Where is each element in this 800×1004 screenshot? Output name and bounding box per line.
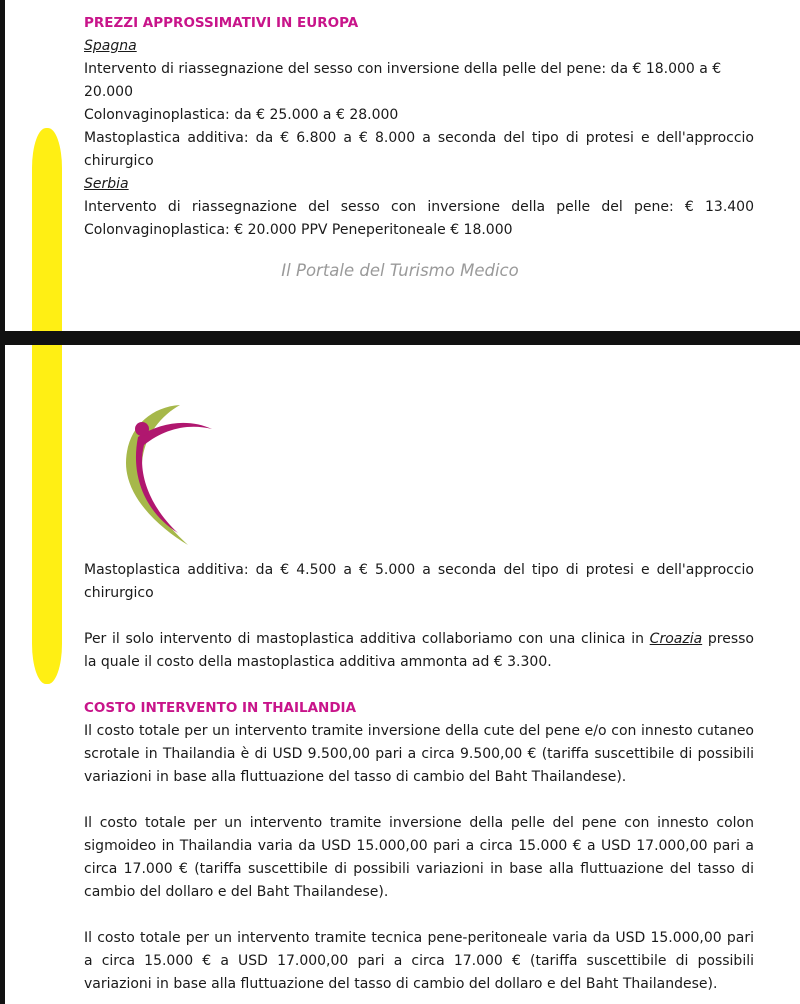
serbia-item-2: Colonvaginoplastica: € 20.000 PPV Peneperitoneale € 18.000 bbox=[84, 222, 513, 238]
spain-item-2: Colonvaginoplastica: da € 25.000 a € 28.000 bbox=[84, 107, 399, 123]
europe-prices-heading: PREZZI APPROSSIMATIVI IN EUROPA bbox=[84, 15, 359, 31]
thailand-heading: COSTO INTERVENTO IN THAILANDIA bbox=[84, 700, 357, 716]
thailand-paragraph-1: Il costo totale per un intervento tramite inversione della cute del pene e/o con innesto cutaneo scrotale in Thailandia è di USD 9.500,00 pari a circa 9.500,00 € (tariffa suscettibile di possibili variazioni in base alla fluttuazione del tasso di cambio del Baht Thailandese). bbox=[84, 723, 754, 785]
spain-item-3: Mastoplastica additiva: da € 6.800 a € 8.000 a seconda del tipo di protesi e dell'approccio chirurgico bbox=[84, 130, 754, 169]
europe-prices-section bbox=[84, 12, 754, 242]
croatia-text-after: presso la quale il costo della mastoplastica additiva ammonta ad € 3.300. bbox=[84, 631, 754, 670]
croatia-link[interactable]: Croazia bbox=[649, 631, 703, 647]
thailand-paragraph-2: Il costo totale per un intervento tramite inversione della pelle del pene con innesto colon sigmoideo in Thailandia varia da USD 15.000,00 pari a circa 15.000 € a USD 17.000,00 pari a circa 17.000 € (tariffa suscettibile di possibili variazioni in base alla fluttuazione del tasso di cambio del dollaro e del Baht Thailandese). bbox=[84, 815, 754, 900]
country-serbia: Serbia bbox=[84, 176, 129, 192]
croatia-text-before: Per il solo intervento di mastoplastica additiva collaboriamo con una clinica in bbox=[84, 631, 650, 647]
page2-content bbox=[84, 559, 754, 996]
serbia-item-1: Intervento di riassegnazione del sesso con inversione della pelle del pene: € 13.400 bbox=[84, 199, 754, 215]
document-page-2 bbox=[0, 345, 800, 1004]
portal-watermark: Il Portale del Turismo Medico bbox=[281, 261, 519, 280]
thailand-paragraph-3: Il costo totale per un intervento tramite tecnica pene-peritoneale varia da USD 15.000,00 pari a circa 15.000 € a USD 17.000,00 pari a circa 17.000 € (tariffa suscettibile di possibili variazioni in base alla fluttuazione del tasso di cambio del dollaro e del Baht Thailandese). bbox=[84, 930, 754, 992]
page-separator bbox=[0, 331, 800, 345]
mastoplastica-price: Mastoplastica additiva: da € 4.500 a € 5.000 a seconda del tipo di protesi e dell'approccio chirurgico bbox=[84, 562, 754, 601]
document-page-1 bbox=[0, 0, 800, 331]
spain-item-1: Intervento di riassegnazione del sesso con inversione della pelle del pene: da € 18.000 a € 20.000 bbox=[84, 61, 722, 100]
medical-tourism-logo-icon bbox=[118, 393, 212, 545]
country-spain: Spagna bbox=[84, 38, 137, 54]
croatia-paragraph bbox=[84, 628, 754, 674]
